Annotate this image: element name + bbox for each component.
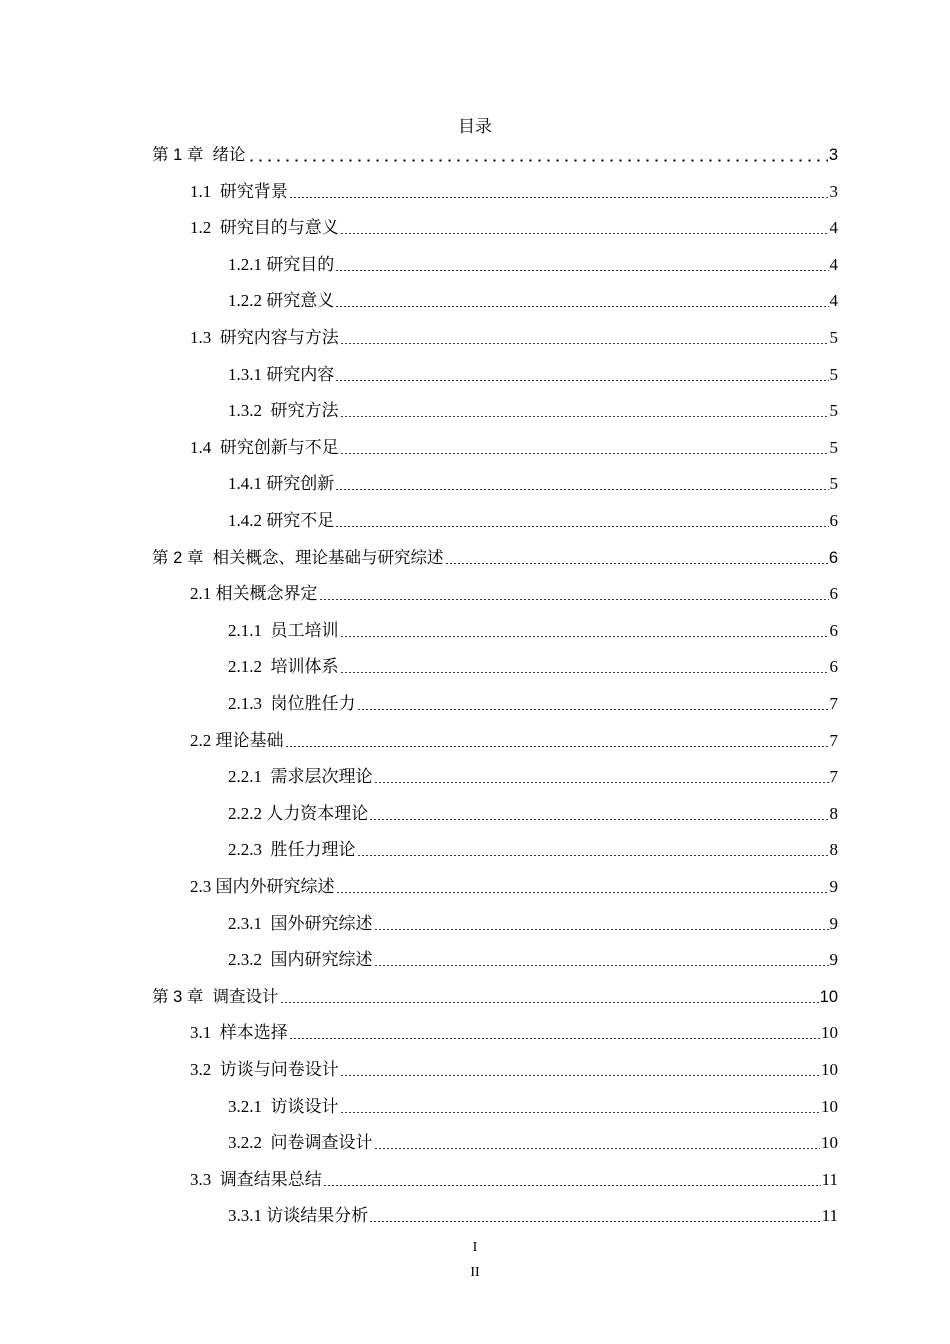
toc-entry[interactable] — [152, 689, 838, 715]
toc-entry[interactable] — [152, 1018, 838, 1044]
toc-entry-label: 2.1 相关概念界定 — [190, 584, 318, 604]
toc-entry-page: 7 — [829, 730, 838, 750]
dot-leader — [340, 672, 829, 673]
dot-leader — [335, 306, 828, 307]
toc-entry[interactable] — [152, 762, 838, 788]
toc-entry-label: 1.1 研究背景 — [190, 181, 288, 201]
dot-leader — [280, 1002, 819, 1003]
toc-entry-page: 4 — [829, 291, 838, 311]
toc-entry-page: 4 — [829, 218, 838, 238]
toc-entry-label: 第 1 章 绪论 — [152, 146, 246, 164]
toc-entry-label: 3.1 样本选择 — [190, 1023, 288, 1043]
dot-leader — [335, 489, 828, 490]
toc-entry-label: 2.2 理论基础 — [190, 730, 284, 750]
toc-entry-label: 2.1.3 岗位胜任力 — [228, 694, 356, 713]
dot-leader — [340, 416, 829, 417]
toc-entry-page: 5 — [829, 364, 838, 384]
toc-entry-page: 5 — [829, 328, 838, 347]
dot-leader — [336, 892, 829, 893]
toc-entry-page: 6 — [829, 511, 838, 530]
toc-entry[interactable] — [152, 652, 838, 678]
dot-leader — [340, 1075, 820, 1076]
toc-entry-page: 7 — [829, 694, 838, 713]
toc-entry-page: 9 — [829, 913, 838, 933]
dot-leader — [285, 746, 829, 747]
toc-entry-label: 2.1.2 培训体系 — [228, 657, 339, 677]
toc-entry[interactable] — [152, 433, 838, 459]
dot-leader — [369, 1221, 820, 1222]
toc-entry[interactable] — [152, 323, 838, 349]
toc-entry-page: 6 — [828, 548, 838, 567]
toc-entry-label: 第 2 章 相关概念、理论基础与研究综述 — [152, 548, 444, 567]
dot-leader — [335, 380, 828, 381]
toc-entry-page: 11 — [821, 1169, 838, 1189]
toc-entry-label: 1.2.2 研究意义 — [228, 291, 335, 311]
toc-entry-label: 3.2 访谈与问卷设计 — [190, 1060, 339, 1079]
dot-leader — [357, 709, 829, 710]
dot-leader — [340, 636, 829, 637]
toc-entry-page: 8 — [829, 840, 838, 860]
dot-leader — [319, 599, 829, 600]
dot-leader — [374, 1148, 821, 1149]
toc-entry-page: 6 — [829, 584, 838, 604]
dot-leader — [340, 343, 829, 344]
toc-entry-page: 8 — [829, 803, 838, 823]
toc-entry-label: 2.3 国内外研究综述 — [190, 877, 335, 896]
toc-entry-page: 10 — [819, 987, 838, 1006]
toc-entry[interactable] — [152, 469, 838, 495]
toc-entry-page: 10 — [821, 1023, 838, 1043]
toc-entry-page: 4 — [829, 254, 838, 274]
page-title: 目录 — [458, 117, 492, 136]
page-number-secondary: II — [470, 1265, 480, 1280]
dot-leader — [369, 819, 828, 820]
toc-entry-page: 3 — [829, 181, 838, 201]
toc-entry-page: 7 — [829, 767, 838, 787]
toc-entry[interactable] — [152, 872, 838, 898]
dot-leader — [289, 197, 829, 198]
toc-entry-label: 1.3.2 研究方法 — [228, 401, 339, 421]
toc-entry-page: 3 — [828, 146, 838, 164]
toc-entry-page: 5 — [829, 474, 838, 494]
toc-entry[interactable] — [152, 360, 838, 386]
toc-entry-label: 3.2.2 问卷调查设计 — [228, 1133, 373, 1153]
toc-entry[interactable] — [152, 1055, 838, 1081]
toc-entry-label: 1.2 研究目的与意义 — [190, 218, 339, 238]
toc-entry[interactable] — [152, 945, 838, 971]
dot-leader — [340, 1112, 821, 1113]
toc-entry[interactable] — [152, 543, 838, 569]
toc-entry-page: 11 — [821, 1206, 838, 1226]
toc-entry-page: 5 — [829, 437, 838, 457]
dot-leader — [335, 526, 828, 527]
toc-entry-label: 1.3 研究内容与方法 — [190, 328, 339, 347]
dot-leader — [335, 270, 828, 271]
dot-leader — [374, 782, 829, 783]
toc-entry-label: 3.3.1 访谈结果分析 — [228, 1206, 369, 1226]
toc-entry[interactable] — [152, 909, 838, 935]
toc-entry-page: 9 — [829, 950, 838, 970]
toc-entry[interactable] — [152, 140, 838, 166]
dot-leader — [323, 1185, 821, 1186]
toc-entry[interactable] — [152, 286, 838, 312]
toc-entry-label: 1.4.2 研究不足 — [228, 511, 335, 530]
dot-leader — [289, 1038, 820, 1039]
toc-entry[interactable] — [152, 835, 838, 861]
toc-entry-page: 5 — [829, 401, 838, 421]
toc-entry[interactable] — [152, 1128, 838, 1154]
toc-entry[interactable] — [152, 1092, 838, 1118]
toc-entry-label: 2.2.3 胜任力理论 — [228, 840, 356, 860]
toc-entry[interactable] — [152, 799, 838, 825]
toc-entry-label: 2.2.2 人力资本理论 — [228, 803, 369, 823]
toc-entry[interactable] — [152, 726, 838, 752]
toc-entry-page: 10 — [821, 1060, 838, 1079]
page-number: I — [472, 1240, 478, 1255]
dot-leader — [374, 929, 829, 930]
toc-entry-page: 6 — [829, 657, 838, 677]
dot-leader — [340, 453, 829, 454]
toc-entry-page: 6 — [829, 620, 838, 640]
toc-entry-label: 1.4.1 研究创新 — [228, 474, 335, 494]
toc-entry-label: 2.3.1 国外研究综述 — [228, 913, 373, 933]
toc-entry-label: 3.3 调查结果总结 — [190, 1169, 322, 1189]
toc-entry[interactable] — [152, 1201, 838, 1227]
toc-entry-label: 2.3.2 国内研究综述 — [228, 950, 373, 970]
toc-entry[interactable] — [152, 177, 838, 203]
toc-entry[interactable] — [152, 616, 838, 642]
toc-entry[interactable] — [152, 982, 838, 1008]
toc-entry-label: 第 3 章 调查设计 — [152, 987, 279, 1006]
toc-entry[interactable] — [152, 579, 838, 605]
toc-entry-page: 10 — [821, 1096, 838, 1116]
toc-entry[interactable] — [152, 1165, 838, 1191]
toc-entry-label: 2.2.1 需求层次理论 — [228, 767, 373, 787]
toc-entry-label: 3.2.1 访谈设计 — [228, 1096, 339, 1116]
toc-entry-page: 9 — [829, 877, 838, 896]
dot-leader — [247, 159, 828, 162]
toc-entry-label: 1.3.1 研究内容 — [228, 364, 335, 384]
dot-leader — [357, 855, 829, 856]
dot-leader — [340, 233, 829, 234]
dot-leader — [374, 965, 829, 966]
toc-entry[interactable] — [152, 213, 838, 239]
dot-leader — [445, 563, 828, 564]
toc-entry-label: 1.4 研究创新与不足 — [190, 437, 339, 457]
toc-entry[interactable] — [152, 396, 838, 422]
toc-entry-page: 10 — [821, 1133, 838, 1153]
toc-entry[interactable] — [152, 250, 838, 276]
toc-entry[interactable] — [152, 506, 838, 532]
toc-entry-label: 1.2.1 研究目的 — [228, 254, 335, 274]
toc-entry-label: 2.1.1 员工培训 — [228, 620, 339, 640]
